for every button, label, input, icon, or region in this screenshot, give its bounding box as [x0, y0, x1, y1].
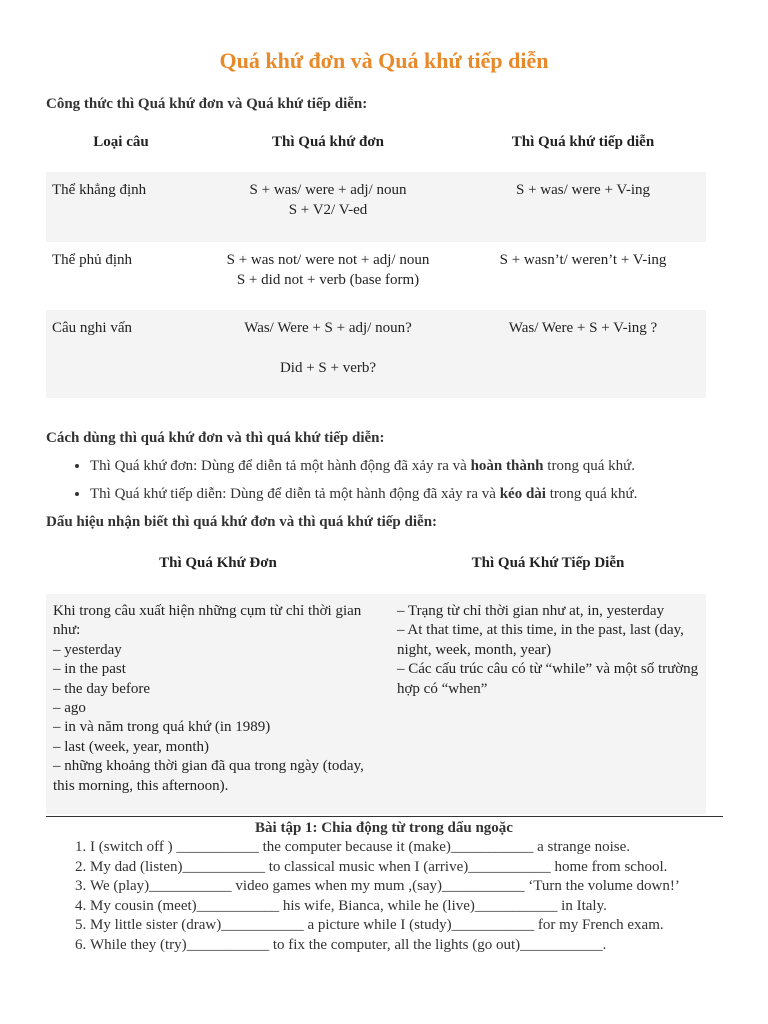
- list-item: 2. My dad (listen)___________ to classical music when I (arrive)___________ home from school.: [90, 858, 730, 878]
- usage-emphasis: hoàn thành: [470, 458, 544, 474]
- usage-list: [66, 456, 730, 512]
- list-item: 3. We (play)___________ video games when my mum ,(say)___________ ‘Turn the volume down!’: [90, 877, 730, 897]
- signs-table: [46, 540, 706, 814]
- divider: [46, 816, 723, 817]
- list-item: [90, 456, 730, 476]
- formula-table-header: [46, 122, 706, 162]
- formula-heading: Công thức thì Quá khứ đơn và Quá khứ tiếp diễn:: [46, 96, 368, 112]
- sign-line: Khi trong câu xuất hiện những cụm từ chỉ thời gian như:: [53, 603, 362, 639]
- table-row: [46, 242, 706, 310]
- sign-line: – yesterday: [53, 641, 122, 658]
- sign-line: – the day before: [53, 680, 151, 697]
- row-type: Câu nghi vấn: [46, 310, 196, 398]
- table-row: [46, 172, 706, 242]
- sign-line: – last (week, year, month): [53, 738, 210, 755]
- row-continuous: Was/ Were + S + V-ing ?: [460, 310, 706, 398]
- formula-line: S + was not/ were not + adj/ noun: [226, 252, 430, 268]
- signs-table-header: [46, 540, 706, 586]
- usage-text: trong quá khứ.: [545, 486, 638, 502]
- list-item: [90, 484, 730, 504]
- usage-emphasis: kéo dài: [499, 486, 546, 502]
- exercise-title: Bài tập 1: Chia động từ trong dấu ngoặc: [255, 820, 513, 836]
- header-past-continuous: Thì Quá khứ tiếp diễn: [511, 133, 655, 150]
- formula-line: Was/ Were + S + adj/ noun?: [244, 320, 412, 336]
- row-type: Thể phủ định: [46, 242, 196, 310]
- header-sentence-type: Loại câu: [93, 133, 149, 150]
- row-type: Thể khẳng định: [46, 172, 196, 242]
- list-item: 4. My cousin (meet)___________ his wife, Bianca, while he (live)___________ in Italy.: [90, 897, 730, 917]
- exercise-list: [60, 838, 730, 955]
- sign-line: – ago: [53, 700, 86, 717]
- list-item: 6. While they (try)___________ to fix the computer, all the lights (go out)___________.: [90, 936, 730, 956]
- row-simple: [196, 242, 460, 310]
- list-item: 1. I (switch off ) ___________ the computer because it (make)___________ a strange noise.: [90, 838, 730, 858]
- sign-line: – những khoảng thời gian đã qua trong ngày (today, this morning, this afternoon).: [53, 758, 364, 794]
- formula-line: S + did not + verb (base form): [236, 272, 420, 288]
- table-row: [46, 594, 706, 814]
- row-continuous: S + wasn’t/ weren’t + V-ing: [460, 242, 706, 310]
- signs-heading: Dấu hiệu nhận biết thì quá khứ đơn và thì quá khứ tiếp diễn:: [46, 514, 438, 530]
- simple-signs-cell: [46, 594, 390, 814]
- formula-table: [46, 122, 706, 398]
- usage-text: trong quá khứ.: [543, 458, 635, 474]
- formula-line: Did + S + verb?: [279, 360, 377, 376]
- sign-line: – At that time, at this time, in the past, last (day, night, week, month, year): [397, 622, 684, 658]
- sign-line: – in the past: [53, 661, 126, 678]
- header-past-continuous-signs: Thì Quá Khứ Tiếp Diễn: [471, 554, 625, 571]
- row-simple: [196, 172, 460, 242]
- usage-text: Thì Quá khứ đơn: Dùng để diễn tả một hành động đã xảy ra và: [90, 458, 471, 474]
- usage-heading: Cách dùng thì quá khứ đơn và thì quá khứ tiếp diễn:: [46, 430, 385, 446]
- formula-line: S + was/ were + adj/ noun: [249, 182, 407, 198]
- row-continuous: S + was/ were + V-ing: [460, 172, 706, 242]
- sign-line: – Các cấu trúc câu có từ “while” và một số trường hợp có “when”: [397, 661, 699, 697]
- formula-line: S + V2/ V-ed: [288, 202, 368, 218]
- continuous-signs-cell: [390, 594, 706, 814]
- row-simple: [196, 310, 460, 398]
- header-past-simple: Thì Quá khứ đơn: [272, 133, 384, 150]
- page-title: Quá khứ đơn và Quá khứ tiếp diễn: [219, 48, 549, 73]
- table-row: [46, 310, 706, 398]
- sign-line: – Trạng từ chỉ thời gian như at, in, yesterday: [397, 603, 665, 619]
- header-past-simple-signs: Thì Quá Khứ Đơn: [159, 554, 277, 571]
- list-item: 5. My little sister (draw)___________ a picture while I (study)___________ for my French exam.: [90, 916, 730, 936]
- sign-line: – in và năm trong quá khứ (in 1989): [53, 719, 271, 736]
- usage-text: Thì Quá khứ tiếp diễn: Dùng để diễn tả một hành động đã xảy ra và: [90, 486, 500, 502]
